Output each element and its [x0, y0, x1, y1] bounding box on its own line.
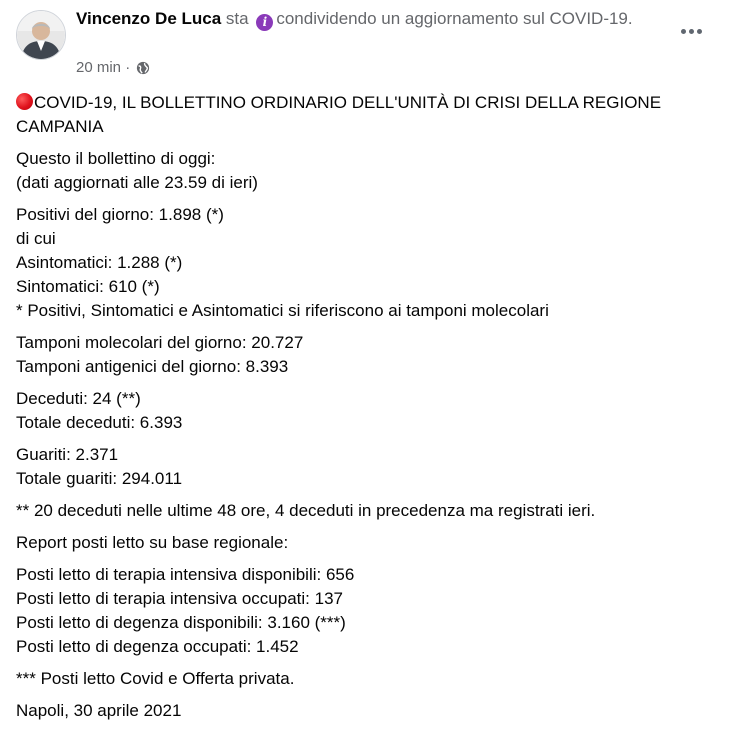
author-name[interactable]: Vincenzo De Luca — [76, 9, 222, 28]
posti-letto-line: Posti letto di terapia intensiva disponibili: 656 — [16, 565, 355, 584]
post-body — [16, 91, 716, 731]
positivi-line: di cui — [16, 229, 56, 248]
author-avatar[interactable] — [16, 10, 66, 60]
positivi-paragraph — [16, 203, 716, 323]
tamponi-line: Tamponi molecolari del giorno: 20.727 — [16, 333, 304, 352]
posti-letto-line: Posti letto di degenza disponibili: 3.160 (***) — [16, 613, 346, 632]
tamponi-line: Tamponi antigenici del giorno: 8.393 — [16, 357, 289, 376]
posti-letto-paragraph — [16, 563, 716, 659]
action-text[interactable]: condividendo un aggiornamento sul COVID-19. — [276, 9, 633, 28]
positivi-line: Asintomatici: 1.288 (*) — [16, 253, 183, 272]
deceduti-note: ** 20 deceduti nelle ultime 48 ore, 4 deceduti in precedenza ma registrati ieri. — [16, 501, 596, 520]
more-options-icon[interactable] — [674, 18, 708, 44]
info-icon: i — [256, 14, 273, 31]
report-title: Report posti letto su base regionale: — [16, 533, 289, 552]
positivi-line: Positivi del giorno: 1.898 (*) — [16, 205, 224, 224]
globe-icon[interactable] — [136, 61, 150, 81]
signature: Napoli, 30 aprile 2021 — [16, 701, 182, 720]
post-title-text: COVID-19, IL BOLLETTINO ORDINARIO DELL'UNITÀ DI CRISI DELLA REGIONE CAMPANIA — [16, 93, 662, 136]
posti-letto-line: Posti letto di terapia intensiva occupati: 137 — [16, 589, 343, 608]
red-circle-icon — [16, 93, 33, 110]
positivi-line: Sintomatici: 610 (*) — [16, 277, 160, 296]
guariti-paragraph — [16, 443, 716, 491]
intro-line: (dati aggiornati alle 23.59 di ieri) — [16, 173, 258, 192]
action-prefix: sta — [225, 9, 249, 28]
post-timestamp[interactable]: 20 min — [76, 59, 122, 76]
tamponi-paragraph — [16, 331, 716, 379]
post-header — [76, 7, 666, 31]
intro-line: Questo il bollettino di oggi: — [16, 149, 216, 168]
posti-letto-line: Posti letto di degenza occupati: 1.452 — [16, 637, 299, 656]
intro-paragraph — [16, 147, 716, 195]
guariti-line: Totale guariti: 294.011 — [16, 469, 183, 488]
deceduti-line: Totale deceduti: 6.393 — [16, 413, 183, 432]
posti-note: *** Posti letto Covid e Offerta privata. — [16, 669, 295, 688]
guariti-line: Guariti: 2.371 — [16, 445, 119, 464]
positivi-footnote: * Positivi, Sintomatici e Asintomatici si riferiscono ai tamponi molecolari — [16, 301, 549, 320]
post-title — [16, 91, 716, 139]
deceduti-line: Deceduti: 24 (**) — [16, 389, 141, 408]
meta-separator: · — [125, 59, 131, 76]
deceduti-paragraph — [16, 387, 716, 435]
post-meta — [76, 58, 150, 81]
